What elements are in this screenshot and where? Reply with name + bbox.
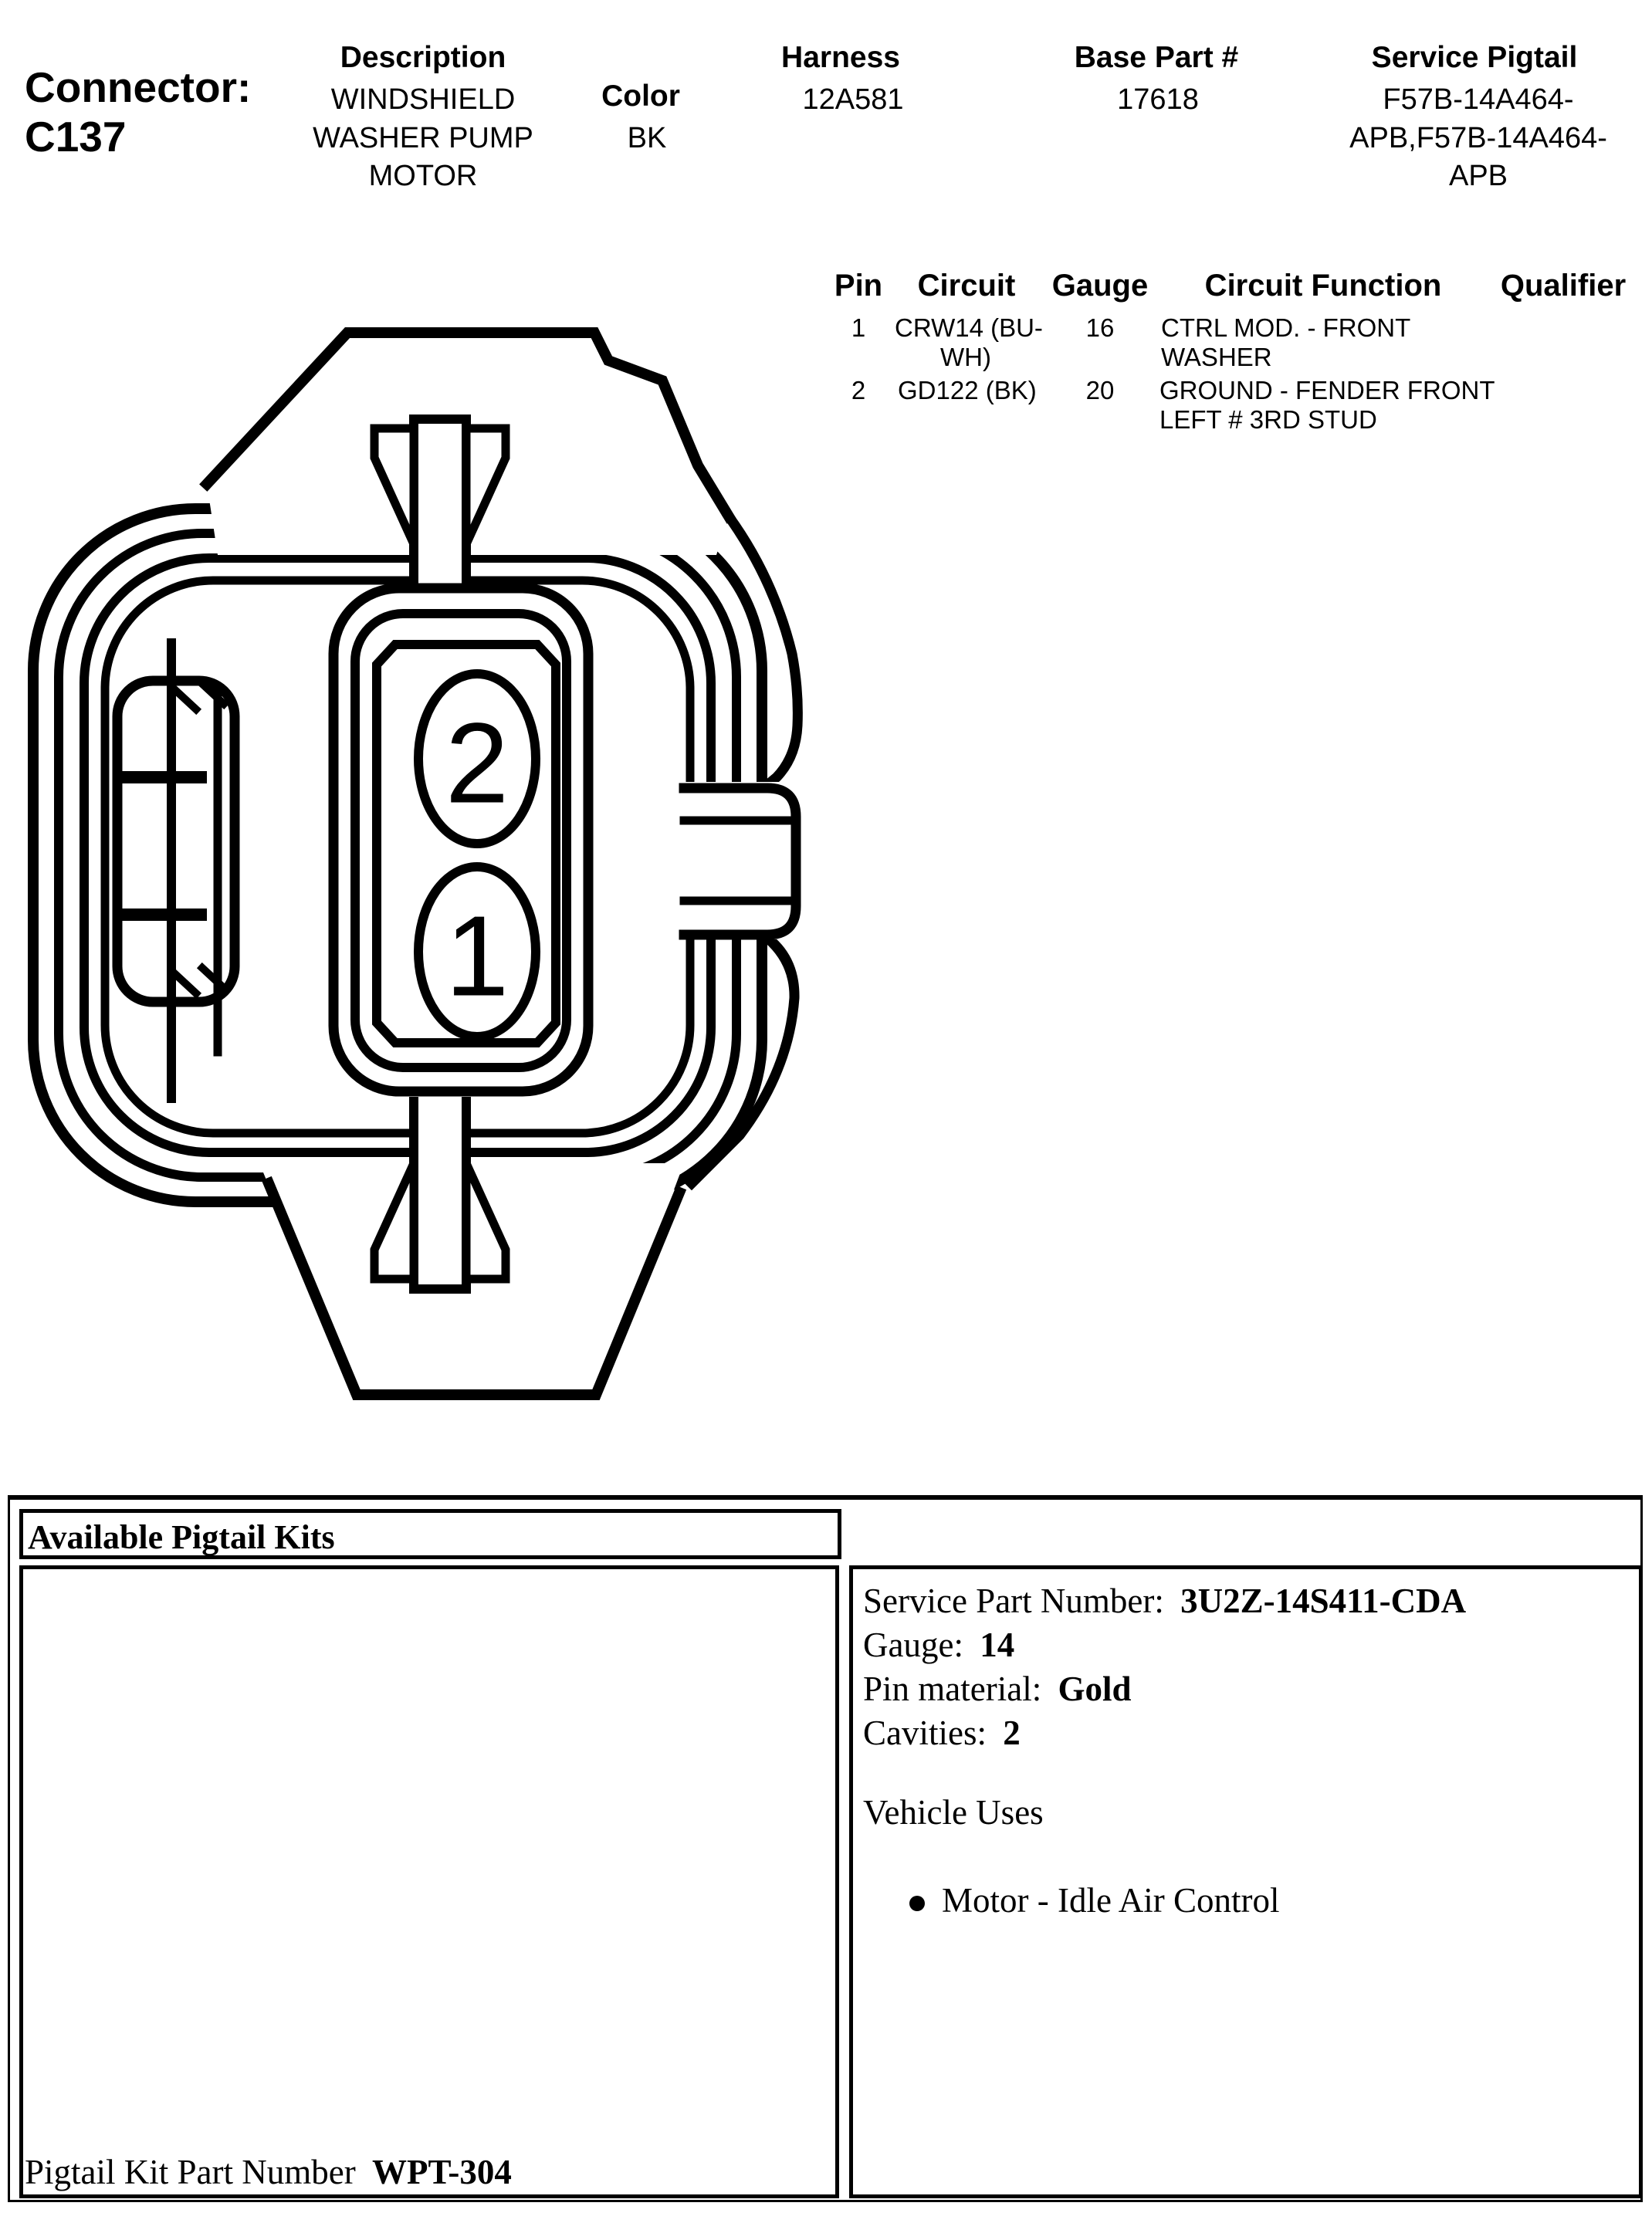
gauge-value: 14 xyxy=(980,1626,1015,1664)
bottom-key-fill xyxy=(414,1101,466,1289)
pigtail-kit-part-label: Pigtail Kit Part Number xyxy=(25,2153,364,2191)
connector-diagram xyxy=(23,320,803,1409)
gauge-label: Gauge: xyxy=(863,1626,973,1664)
table-row-gauge: 20 xyxy=(1085,376,1115,404)
pin-1-label: 1 xyxy=(445,892,509,1020)
pin-material-label: Pin material: xyxy=(863,1670,1051,1708)
description-header: Description xyxy=(340,41,506,74)
cavities-line xyxy=(863,1716,1021,1751)
top-key-fill xyxy=(414,419,466,601)
connector-label: Connector: xyxy=(25,63,252,111)
gauge-col-header: Gauge xyxy=(1051,269,1149,303)
service-pigtail-line: APB,F57B-14A464- xyxy=(1349,122,1607,154)
color-header: Color xyxy=(601,80,680,113)
service-pigtail-header: Service Pigtail xyxy=(1371,41,1578,74)
pin-col-header: Pin xyxy=(834,269,883,303)
function-col-header: Circuit Function xyxy=(1204,269,1442,303)
pigtail-kit-box xyxy=(19,1565,839,2198)
table-row-function: LEFT # 3RD STUD xyxy=(1159,405,1377,434)
color-value: BK xyxy=(627,122,667,154)
vehicle-uses-label: Vehicle Uses xyxy=(863,1793,1044,1832)
description-line: MOTOR xyxy=(368,160,478,192)
base-part-value: 17618 xyxy=(1117,83,1199,116)
table-row-function: CTRL MOD. - FRONT xyxy=(1161,313,1411,342)
pigtail-kit-part-number: WPT-304 xyxy=(371,2153,512,2191)
table-row-function: GROUND - FENDER FRONT xyxy=(1159,376,1495,404)
cavities-label: Cavities: xyxy=(863,1714,996,1752)
service-part-label: Service Part Number: xyxy=(863,1582,1173,1620)
table-row-circuit: WH) xyxy=(940,343,991,371)
table-row-circuit: GD122 (BK) xyxy=(898,376,1037,404)
service-pigtail-line: F57B-14A464- xyxy=(1383,83,1574,116)
table-row-function: WASHER xyxy=(1161,343,1272,371)
connector-id: C137 xyxy=(25,113,127,161)
table-row-gauge: 16 xyxy=(1085,313,1115,342)
pin-material-value: Gold xyxy=(1058,1670,1132,1708)
table-row-pin: 1 xyxy=(851,313,866,342)
service-part-number: 3U2Z-14S411-CDA xyxy=(1180,1582,1467,1620)
pin-material-line xyxy=(863,1672,1132,1707)
description-line: WASHER PUMP xyxy=(313,122,533,154)
harness-header: Harness xyxy=(781,41,900,74)
pin-2-label: 2 xyxy=(445,699,509,827)
service-part-line xyxy=(863,1584,1466,1619)
base-part-header: Base Part # xyxy=(1074,41,1239,74)
available-pigtail-kits-header-box xyxy=(19,1509,841,1559)
table-row-circuit: CRW14 (BU- xyxy=(895,313,1043,342)
description-line: WINDSHIELD xyxy=(330,83,516,116)
bullet-icon xyxy=(909,1896,925,1911)
gauge-line xyxy=(863,1628,1014,1663)
qualifier-col-header: Qualifier xyxy=(1500,269,1627,303)
cavities-value: 2 xyxy=(1003,1714,1021,1752)
pigtail-kit-part-line xyxy=(25,2155,512,2190)
circuit-col-header: Circuit xyxy=(917,269,1016,303)
harness-value: 12A581 xyxy=(802,83,904,116)
available-pigtail-kits-title: Available Pigtail Kits xyxy=(28,1518,335,1556)
table-row-pin: 2 xyxy=(851,376,866,404)
side-tab-fill xyxy=(684,782,801,939)
vehicle-use-item: Motor - Idle Air Control xyxy=(942,1881,1280,1920)
service-pigtail-line: APB xyxy=(1448,160,1508,192)
